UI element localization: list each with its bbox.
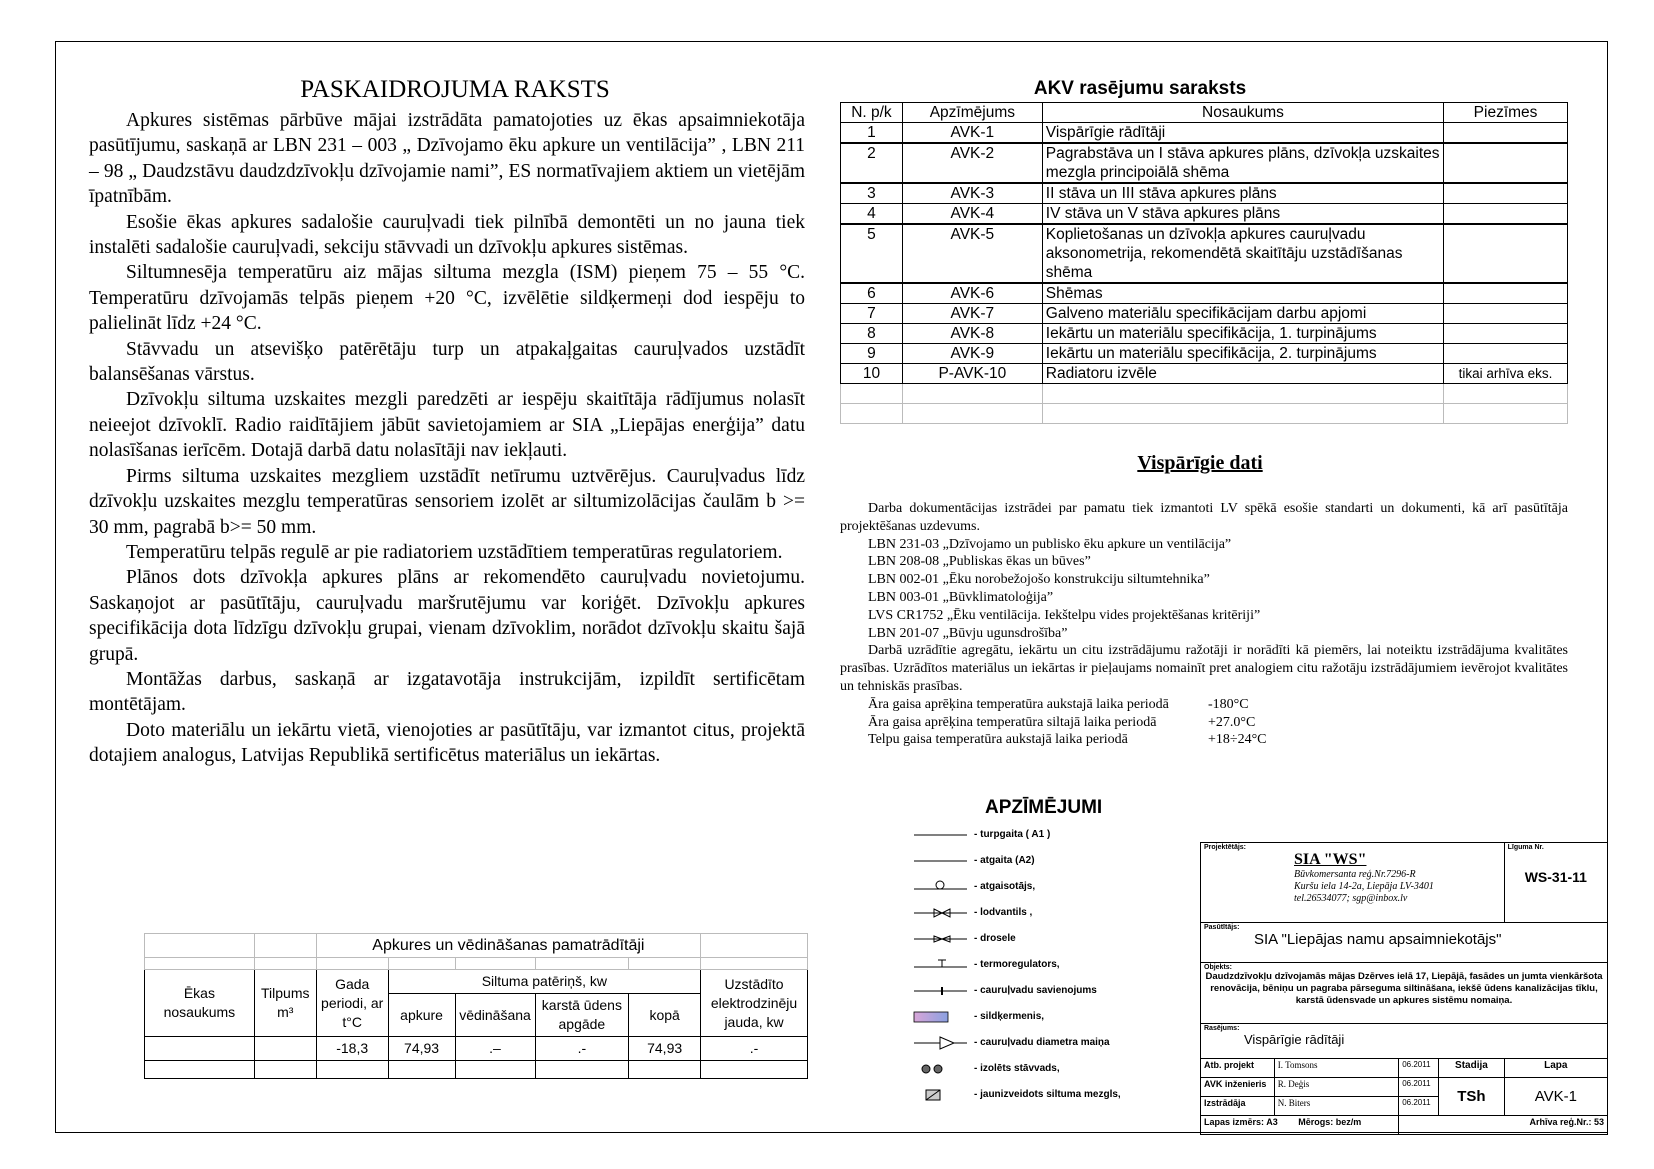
row-name: Galveno materiālu specifikācijam darbu apjomi bbox=[1042, 304, 1443, 324]
drawings-table bbox=[840, 102, 1568, 424]
row-note bbox=[1444, 224, 1568, 283]
header-heating: apkure bbox=[388, 994, 455, 1037]
row-note bbox=[1444, 204, 1568, 225]
blank-row bbox=[841, 384, 1568, 404]
standard-item: LBN 003-01 „Būvklimatoloģija” bbox=[868, 589, 1054, 605]
row-code: AVK-9 bbox=[902, 344, 1042, 364]
archive-number: Arhīva reģ.Nr.: 53 bbox=[1399, 1116, 1608, 1135]
temperature-value: +18÷24°C bbox=[1208, 732, 1267, 748]
table-row bbox=[841, 283, 1568, 304]
row-number: 7 bbox=[841, 304, 903, 324]
sheet-value: AVK-1 bbox=[1504, 1078, 1607, 1116]
explanation-paragraph: Siltumnesēja temperatūru aiz mājas siltuma mezgla (ISM) pieņem 75 – 55 °C. Temperatūru dzīvojamās telpās pieņem +20 °C, izvēlētie sildķermeņi dod iespēju to palielināt līdz +24 °C. bbox=[89, 262, 805, 335]
explanation-paragraph: Stāvvadu un atsevišķo patērētāju turp un atpakaļgaitas cauruļvados uzstādīt balansēšanas vārstus. bbox=[89, 338, 805, 386]
standard-item: LBN 002-01 „Ēku norobežojošo konstrukciju siltumtehnika” bbox=[868, 572, 1210, 588]
table-row bbox=[841, 183, 1568, 204]
row-code: AVK-2 bbox=[902, 143, 1042, 183]
row-note bbox=[1444, 183, 1568, 204]
header-note: Piezīmes bbox=[1444, 103, 1568, 123]
standard-item: LBN 231-03 „Dzīvojamo un publisko ēku apkure un ventilācija” bbox=[868, 536, 1232, 552]
signature-name: R. Deģis bbox=[1274, 1078, 1398, 1097]
table-row bbox=[841, 224, 1568, 283]
header-code: Apzīmējums bbox=[902, 103, 1042, 123]
row-number: 6 bbox=[841, 283, 903, 304]
title-block bbox=[1200, 842, 1608, 1135]
row-name: Vispārīgie rādītāji bbox=[1042, 123, 1443, 144]
cell-heating: 74,93 bbox=[388, 1037, 455, 1061]
signature-role: Atb. projekt bbox=[1201, 1059, 1275, 1078]
row-note bbox=[1444, 143, 1568, 183]
legend-label: - atgaisotājs, bbox=[974, 881, 1036, 892]
row-code: AVK-3 bbox=[902, 183, 1042, 204]
row-code: AVK-4 bbox=[902, 204, 1042, 225]
drawing-cell bbox=[1201, 1023, 1608, 1059]
explanation-paragraph: Doto materiālu un iekārtu vietā, vienojoties ar pasūtītāju, var izmantot citus, projektā dotajiem analogus, Latvijas Republikā sertificētus materiālus un iekārtas. bbox=[89, 719, 805, 767]
row-number: 4 bbox=[841, 204, 903, 225]
explanation-paragraph: Montāžas darbus, saskaņā ar izgatavotāja instrukcijām, izpildīt sertificētam montētājam. bbox=[89, 668, 805, 716]
row-note bbox=[1444, 344, 1568, 364]
drawings-title: AKV rasējumu saraksts bbox=[1033, 78, 1247, 99]
cell-power: .- bbox=[701, 1037, 808, 1061]
row-number: 8 bbox=[841, 324, 903, 344]
legend-label: - atgaita (A2) bbox=[974, 855, 1035, 866]
header-building: Ēkas nosaukums bbox=[145, 970, 255, 1037]
pipe-joint-icon bbox=[912, 984, 974, 998]
object-description: Daudzdzīvokļu dzīvojamās mājas Dzērves ielā 17, Liepājā, fasādes un jumta vienkāršota renovācija, bēniņu un pagraba pārseguma siltināšana, iekšē ūdens kanalizācijas tīklu, karstā ūdensvade un apkures sistēmu nomaiņa. bbox=[1205, 970, 1603, 1006]
cell-vent: .– bbox=[455, 1037, 535, 1061]
throttle-icon bbox=[912, 932, 974, 946]
row-code: AVK-5 bbox=[902, 224, 1042, 283]
heat-node-icon bbox=[912, 1088, 974, 1102]
legend-label: - jaunizveidots siltuma mezgls, bbox=[974, 1089, 1121, 1100]
explanation-body bbox=[89, 108, 805, 769]
temperature-label: Āra gaisa aprēķina temperatūra aukstajā laika periodā bbox=[868, 696, 1169, 712]
general-title: Vispārīgie dati bbox=[1137, 452, 1263, 474]
header-name: Nosaukums bbox=[1042, 103, 1443, 123]
row-number: 9 bbox=[841, 344, 903, 364]
explanation-paragraph: Pirms siltuma uzskaites mezgliem uzstādīt netīrumu uztvērējus. Cauruļvadus līdz dzīvokļu uzskaites mezglu temperatūras sensoriem izolēt ar siltumizolācijas čaulām b >= 30 mm, pagrabā b>= 50 mm. bbox=[89, 465, 805, 538]
temperature-row bbox=[840, 714, 1568, 732]
temperature-label: Telpu gaisa temperatūra aukstajā laika periodā bbox=[868, 732, 1128, 748]
drawing-label: Rasējums: bbox=[1204, 1024, 1240, 1032]
legend-label: - cauruļvadu diametra maiņa bbox=[974, 1037, 1110, 1048]
cell-hotwater: .- bbox=[535, 1037, 629, 1061]
row-name: Iekārtu un materiālu specifikācija, 1. turpinājums bbox=[1042, 324, 1443, 344]
general-note: Darbā uzrādītie agregātu, iekārtu un citu izstrādājumu ražotāji ir norādīti kā piemērs, lai noteiktu izstrādājuma kvalitātes prasības. Uzrādītos materiālus un iekārtas ir pieļaujams nomainīt pret analogiem citu ražotāju izstrādājumiem ievērojot kvalitātes un tehniskās prasības. bbox=[840, 643, 1568, 694]
temperature-label: Āra gaisa aprēķina temperatūra siltajā laika periodā bbox=[868, 714, 1157, 730]
signature-role: Izstrādāja bbox=[1201, 1097, 1275, 1116]
temperature-row bbox=[840, 731, 1568, 749]
signature-role: AVK inženieris bbox=[1201, 1078, 1275, 1097]
signature-date: 06.2011 bbox=[1399, 1097, 1439, 1116]
row-name: IV stāva un V stāva apkures plāns bbox=[1042, 204, 1443, 225]
row-number: 10 bbox=[841, 364, 903, 384]
table-row bbox=[841, 204, 1568, 225]
explanation-paragraph: Temperatūru telpās regulē ar pie radiatoriem uzstādītiem temperatūras regulatoriem. bbox=[126, 541, 783, 563]
general-body bbox=[840, 500, 1568, 749]
header-volume: Tilpums m³ bbox=[254, 970, 316, 1037]
legend-label: - drosele bbox=[974, 933, 1016, 944]
row-number: 3 bbox=[841, 183, 903, 204]
indicators-table bbox=[144, 933, 808, 1079]
explanation-paragraph: Dzīvokļu siltuma uzskaites mezgli paredzēti ar iespēju skaitītāja rādījumus nolasīt neieejot dzīvoklī. Radio raidītājiem jābūt savietojamiem ar SIA „Liepājas enerģija” datu nolasīšanas ierīcēm. Dotajā darbā datu nolasītāji nav iekļauti. bbox=[89, 389, 805, 462]
row-note: tikai arhīva eks. bbox=[1444, 364, 1568, 384]
row-number: 5 bbox=[841, 224, 903, 283]
legend-label: - lodvantils , bbox=[974, 907, 1033, 918]
header-number: N. p/k bbox=[841, 103, 903, 123]
designer-label: Projektētājs: bbox=[1204, 844, 1247, 851]
table-row bbox=[841, 364, 1568, 384]
row-code: AVK-6 bbox=[902, 283, 1042, 304]
temperature-row bbox=[840, 696, 1568, 714]
explanation-paragraph: Plānos dots dzīvokļa apkures plāns ar rekomendēto cauruļvadu novietojumu. Saskaņojot ar pasūtītāju, cauruļvadu maršrutējumu var koriģēt. Dzīvokļu apkures specifikācija dota līdzīgu dzīvokļu grupai, vienam dzīvoklim, norādot dzīvokļu skaitu šajā grupā. bbox=[89, 567, 805, 665]
row-name: II stāva un III stāva apkures plāns bbox=[1042, 183, 1443, 204]
designer-cell bbox=[1201, 843, 1505, 923]
table-row bbox=[145, 1037, 808, 1061]
object-cell bbox=[1201, 962, 1608, 1023]
drawings-header-row bbox=[841, 103, 1568, 123]
drawing-name: Vispārīgie rādītāji bbox=[1244, 1031, 1345, 1047]
standard-item: LBN 208-08 „Publiskas ēkas un būves” bbox=[868, 554, 1091, 570]
row-number: 1 bbox=[841, 123, 903, 144]
client-label: Pasūtītājs: bbox=[1204, 923, 1240, 931]
row-code: P-AVK-10 bbox=[902, 364, 1042, 384]
signature-date: 06.2011 bbox=[1399, 1059, 1439, 1078]
row-note bbox=[1444, 283, 1568, 304]
legend-label: - sildķermenis, bbox=[974, 1011, 1045, 1022]
object-label: Objekts: bbox=[1204, 963, 1233, 971]
thermoregulator-icon bbox=[912, 958, 974, 972]
standard-item: LBN 201-07 „Būvju ugunsdrošība” bbox=[868, 625, 1068, 641]
legend-label: - cauruļvadu savienojums bbox=[974, 985, 1097, 996]
cell-building bbox=[145, 1037, 255, 1061]
row-code: AVK-7 bbox=[902, 304, 1042, 324]
line-icon bbox=[912, 854, 974, 868]
sheet-label: Lapa bbox=[1504, 1059, 1607, 1078]
header-heat: Siltuma patēriņš, kw bbox=[388, 970, 700, 994]
air-vent-icon bbox=[912, 880, 974, 894]
company-line: tel.26534077; sgp@inbox.lv bbox=[1294, 893, 1408, 904]
blank-row bbox=[841, 404, 1568, 424]
row-name: Radiatoru izvēle bbox=[1042, 364, 1443, 384]
standard-item: LVS CR1752 „Ēku ventilācija. Iekštelpu vides projektēšanas kritēriji” bbox=[868, 607, 1261, 623]
legend-label: - izolēts stāvvads, bbox=[974, 1063, 1060, 1074]
header-hotwater: karstā ūdens apgāde bbox=[535, 994, 629, 1037]
indicators-title: Apkures un vēdināšanas pamatrādītāji bbox=[316, 934, 700, 958]
table-row bbox=[841, 344, 1568, 364]
legend-title: APZĪMĒJUMI bbox=[985, 797, 1103, 818]
row-note bbox=[1444, 304, 1568, 324]
row-note bbox=[1444, 324, 1568, 344]
row-code: AVK-1 bbox=[902, 123, 1042, 144]
row-name: Koplietošanas un dzīvokļa apkures cauruļvadu aksonometrija, rekomendētā skaitītāju uzstādīšanas shēma bbox=[1042, 224, 1443, 283]
stage-label: Stadija bbox=[1439, 1059, 1504, 1078]
ball-valve-icon bbox=[912, 906, 974, 920]
diameter-change-icon bbox=[912, 1036, 974, 1050]
temperature-value: -180°C bbox=[1208, 696, 1249, 712]
contract-number: WS-31-11 bbox=[1524, 869, 1587, 885]
company-line: Būvkomersanta reģ.Nr.7296-R bbox=[1294, 869, 1416, 880]
legend-label: - turpgaita ( A1 ) bbox=[974, 829, 1051, 840]
sheet-size: Lapas izmērs: A3 bbox=[1204, 1117, 1278, 1128]
row-number: 2 bbox=[841, 143, 903, 183]
signature-name: I. Tomsons bbox=[1274, 1059, 1398, 1078]
legend-label: - termoregulators, bbox=[974, 959, 1060, 970]
explanation-title: PASKAIDROJUMA RAKSTS bbox=[300, 76, 610, 103]
cell-volume bbox=[254, 1037, 316, 1061]
explanation-paragraph: Esošie ēkas apkures sadalošie cauruļvadi tiek pilnībā demontēti un no jauna tiek instalēti sadalošie cauruļvadi, sekciju stāvvadi un dzīvokļu apkures sistēmas. bbox=[89, 211, 805, 259]
stage-value: TSh bbox=[1439, 1078, 1504, 1116]
contract-label: Līguma Nr. bbox=[1507, 844, 1544, 851]
signature-date: 06.2011 bbox=[1399, 1078, 1439, 1097]
footer-cell bbox=[1201, 1116, 1399, 1135]
company-line: Kuršu iela 14-2a, Liepāja LV-3401 bbox=[1294, 881, 1434, 892]
header-total: kopā bbox=[629, 994, 701, 1037]
row-name: Pagrabstāva un I stāva apkures plāns, dzīvokļa uzskaites mezgla principoiālā shēma bbox=[1042, 143, 1443, 183]
company-name: SIA "WS" bbox=[1294, 851, 1367, 868]
temperature-value: +27.0°C bbox=[1208, 714, 1256, 730]
table-row bbox=[841, 143, 1568, 183]
contract-cell bbox=[1504, 843, 1607, 923]
table-row bbox=[841, 123, 1568, 144]
radiator-icon bbox=[912, 1010, 974, 1024]
explanation-paragraph: Apkures sistēmas pārbūve mājai izstrādāta pamatojoties uz ēkas apsaimniekotāja pasūtījumu, saskaņā ar LBN 231 – 003 „ Dzīvojamo ēku apkure un ventilācija” , LBN 211 – 98 „ Daudzstāvu daudzdzīvokļu dzīvojamie nami”, ES normatīvajiem aktiem un vietējām īpatnībām. bbox=[89, 110, 805, 208]
riser-icon bbox=[912, 1062, 974, 1076]
cell-total: 74,93 bbox=[629, 1037, 701, 1061]
general-intro: Darba dokumentācijas izstrādei par pamatu tiek izmantoti LV spēkā esošie standarti un dokumenti, kā arī pasūtītāja projektēšanas uzdevums. bbox=[840, 501, 1568, 534]
header-power: Uzstādīto elektrodzinēju jauda, kw bbox=[701, 970, 808, 1037]
line-icon bbox=[912, 828, 974, 842]
client-name: SIA "Liepājas namu apsaimniekotājs" bbox=[1254, 930, 1502, 948]
signature-name: N. Biters bbox=[1274, 1097, 1398, 1116]
header-vent: vēdināšana bbox=[455, 994, 535, 1037]
table-row bbox=[841, 324, 1568, 344]
row-name: Shēmas bbox=[1042, 283, 1443, 304]
row-name: Iekārtu un materiālu specifikācija, 2. turpinājums bbox=[1042, 344, 1443, 364]
row-code: AVK-8 bbox=[902, 324, 1042, 344]
row-note bbox=[1444, 123, 1568, 144]
cell-period: -18,3 bbox=[316, 1037, 388, 1061]
client-cell bbox=[1201, 922, 1608, 962]
scale: Mērogs: bez/m bbox=[1298, 1117, 1362, 1128]
table-row bbox=[841, 304, 1568, 324]
header-period: Gada periodi, ar t°C bbox=[316, 970, 388, 1037]
